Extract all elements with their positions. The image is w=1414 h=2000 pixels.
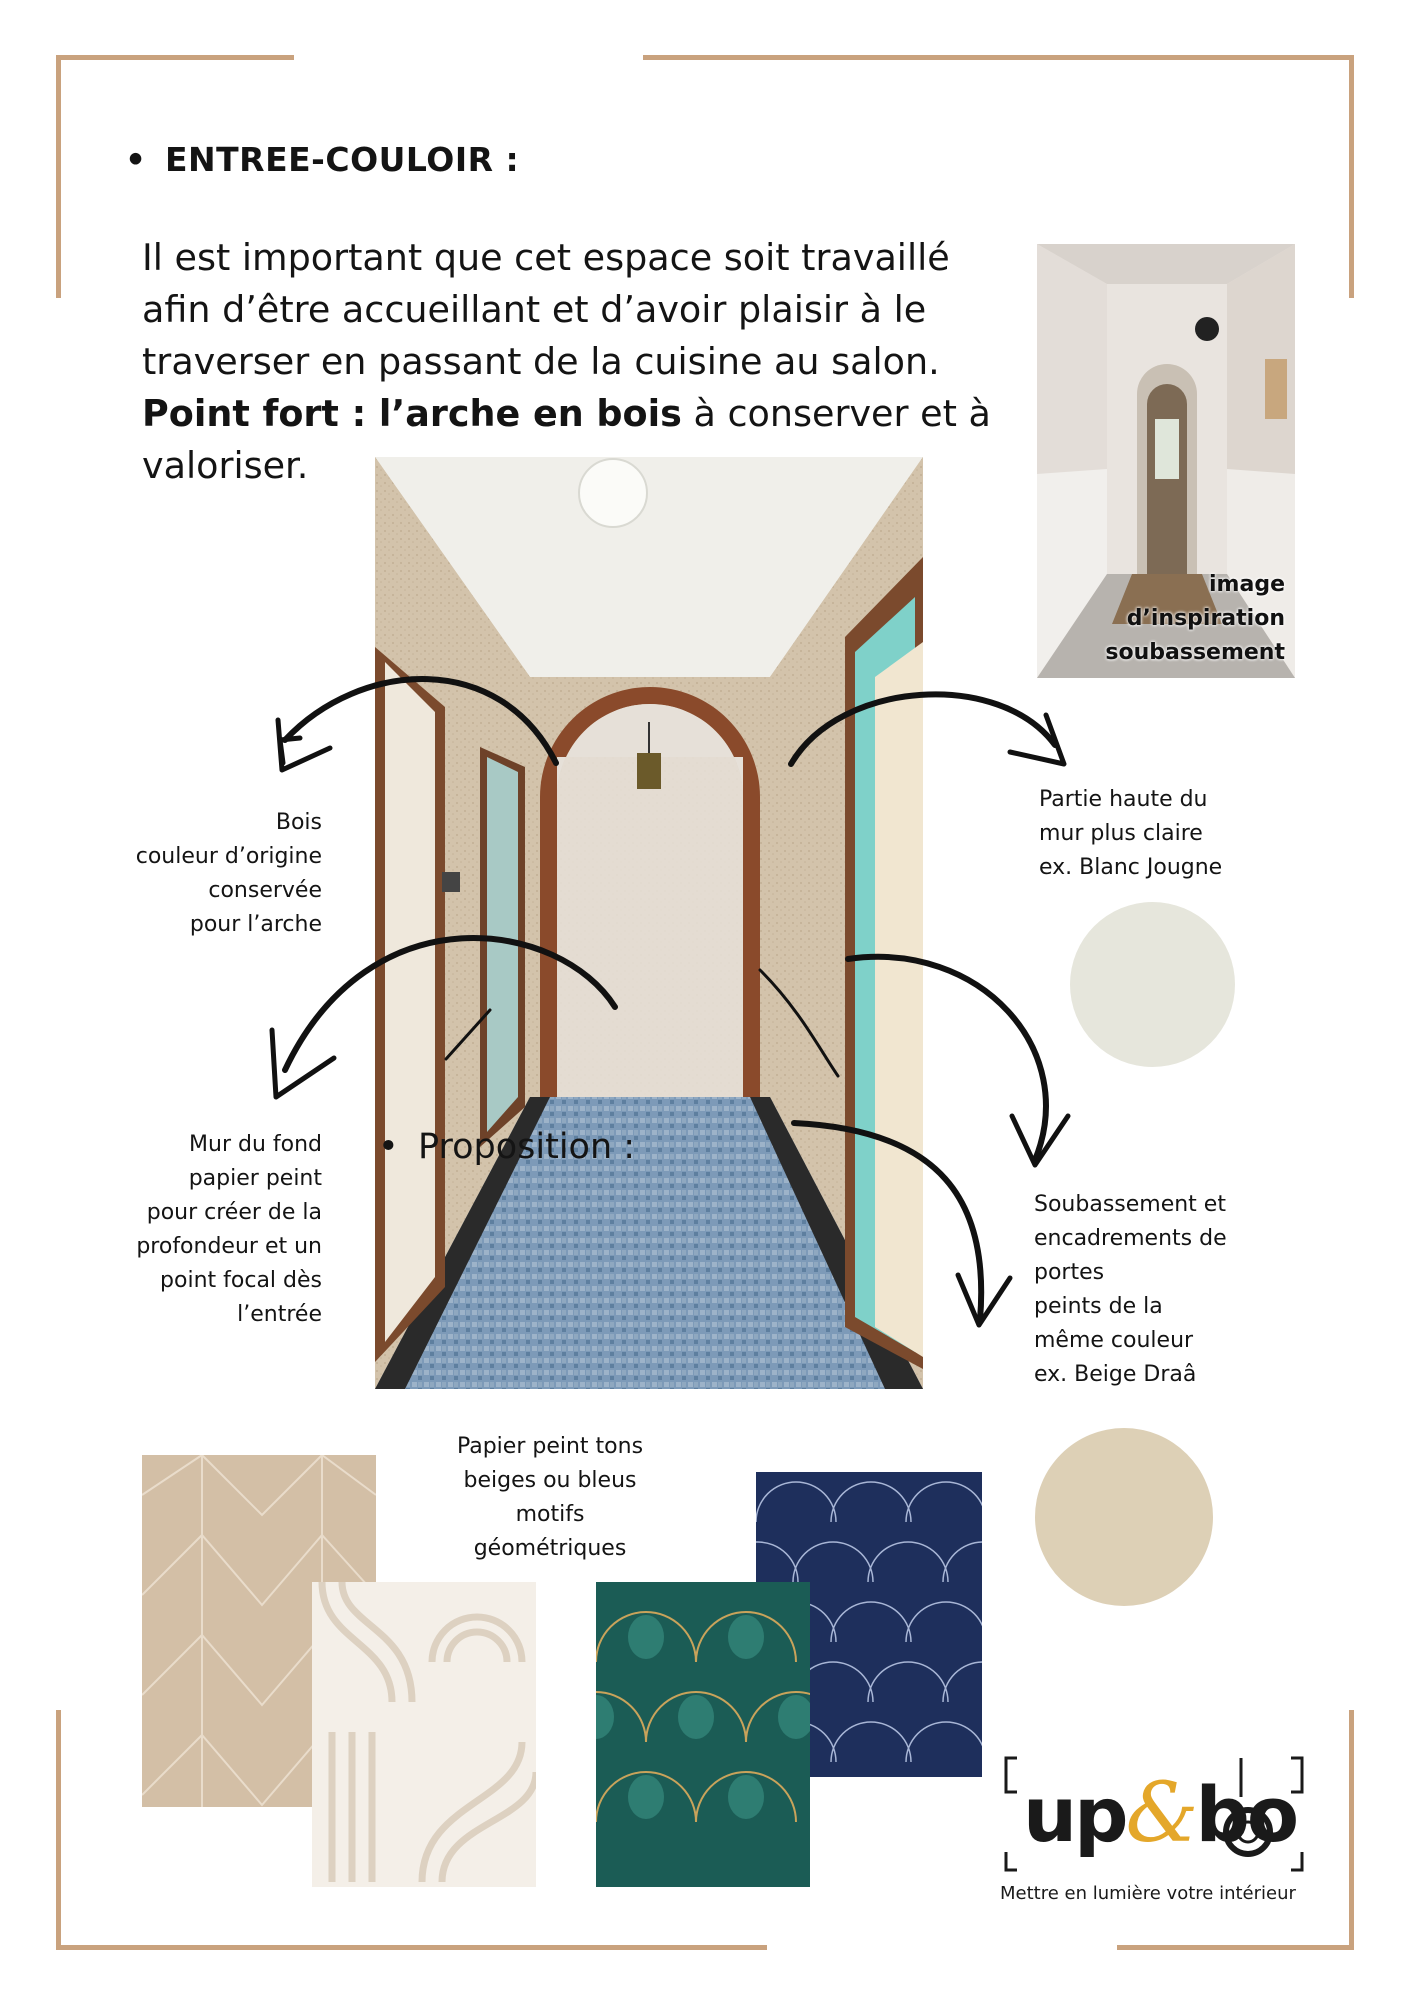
caption-line: soubassement <box>1105 640 1285 665</box>
wallpaper-white-arches-illustration <box>312 1582 536 1887</box>
intro-line: valoriser. <box>142 444 309 487</box>
intro-line: afin d’être accueillant et d’avoir plaisir à le <box>142 288 927 331</box>
label-papier-peint <box>420 1430 680 1566</box>
label-line: papier peint <box>188 1166 322 1191</box>
label-line: pour l’arche <box>189 912 322 937</box>
label-soubassement <box>1034 1188 1304 1392</box>
section-title: • ENTREE-COULOIR : <box>165 140 519 179</box>
label-line: pour créer de la <box>146 1200 322 1225</box>
wallpaper-sample-teal-fans <box>596 1582 810 1887</box>
intro-line: Il est important que cet espace soit travaillé <box>142 236 950 279</box>
point-fort-bold: Point fort : l’arche en bois <box>142 392 682 435</box>
label-line: ex. Blanc Jougne <box>1039 855 1223 880</box>
arrow-mur-fond <box>285 938 615 1070</box>
label-line: Mur du fond <box>189 1132 322 1157</box>
swatch-blanc-jougne <box>1070 902 1235 1067</box>
label-line: encadrements de <box>1034 1226 1227 1251</box>
swatch-beige-draa <box>1035 1428 1213 1606</box>
label-bois <box>80 806 322 942</box>
label-line: géométriques <box>473 1536 627 1561</box>
label-line: mur plus claire <box>1039 821 1203 846</box>
point-fort-rest: à conserver et à <box>681 392 991 435</box>
caption-line: d’inspiration <box>1126 606 1285 631</box>
label-line: Papier peint tons <box>456 1434 644 1459</box>
logo-ampersand: & <box>1125 1766 1196 1861</box>
label-line: motifs <box>515 1502 585 1527</box>
logo-tagline: Mettre en lumière votre intérieur <box>1000 1883 1296 1904</box>
label-partie-haute <box>1039 783 1299 885</box>
label-line: Soubassement et <box>1034 1192 1226 1217</box>
label-line: conservée <box>208 878 322 903</box>
caption-line: image <box>1209 572 1285 597</box>
label-line: Partie haute du <box>1039 787 1208 812</box>
label-line: ex. Beige Draâ <box>1034 1362 1197 1387</box>
arrow-encadrements <box>794 1123 981 1320</box>
label-line: l’entrée <box>237 1302 322 1327</box>
label-line: beiges ou bleus <box>463 1468 637 1493</box>
stroke-mark <box>446 1010 490 1059</box>
proposition-label: • Proposition : <box>418 1127 635 1167</box>
label-line: couleur d’origine <box>135 844 322 869</box>
intro-line: traverser en passant de la cuisine au salon. <box>142 340 940 383</box>
logo-bo: bo <box>1195 1770 1297 1859</box>
label-line: même couleur <box>1034 1328 1194 1353</box>
stroke-mark <box>760 970 838 1076</box>
label-line: peints de la <box>1034 1294 1163 1319</box>
label-line: profondeur et un <box>136 1234 322 1259</box>
logo-up: up <box>1023 1770 1126 1859</box>
label-line: portes <box>1034 1260 1105 1285</box>
wallpaper-teal-fans-illustration <box>596 1582 810 1887</box>
label-line: Bois <box>275 810 322 835</box>
logo <box>1003 1752 1305 1877</box>
label-mur-fond <box>80 1128 322 1332</box>
label-line: point focal dès <box>160 1268 322 1293</box>
wallpaper-sample-white-arches <box>312 1582 536 1887</box>
